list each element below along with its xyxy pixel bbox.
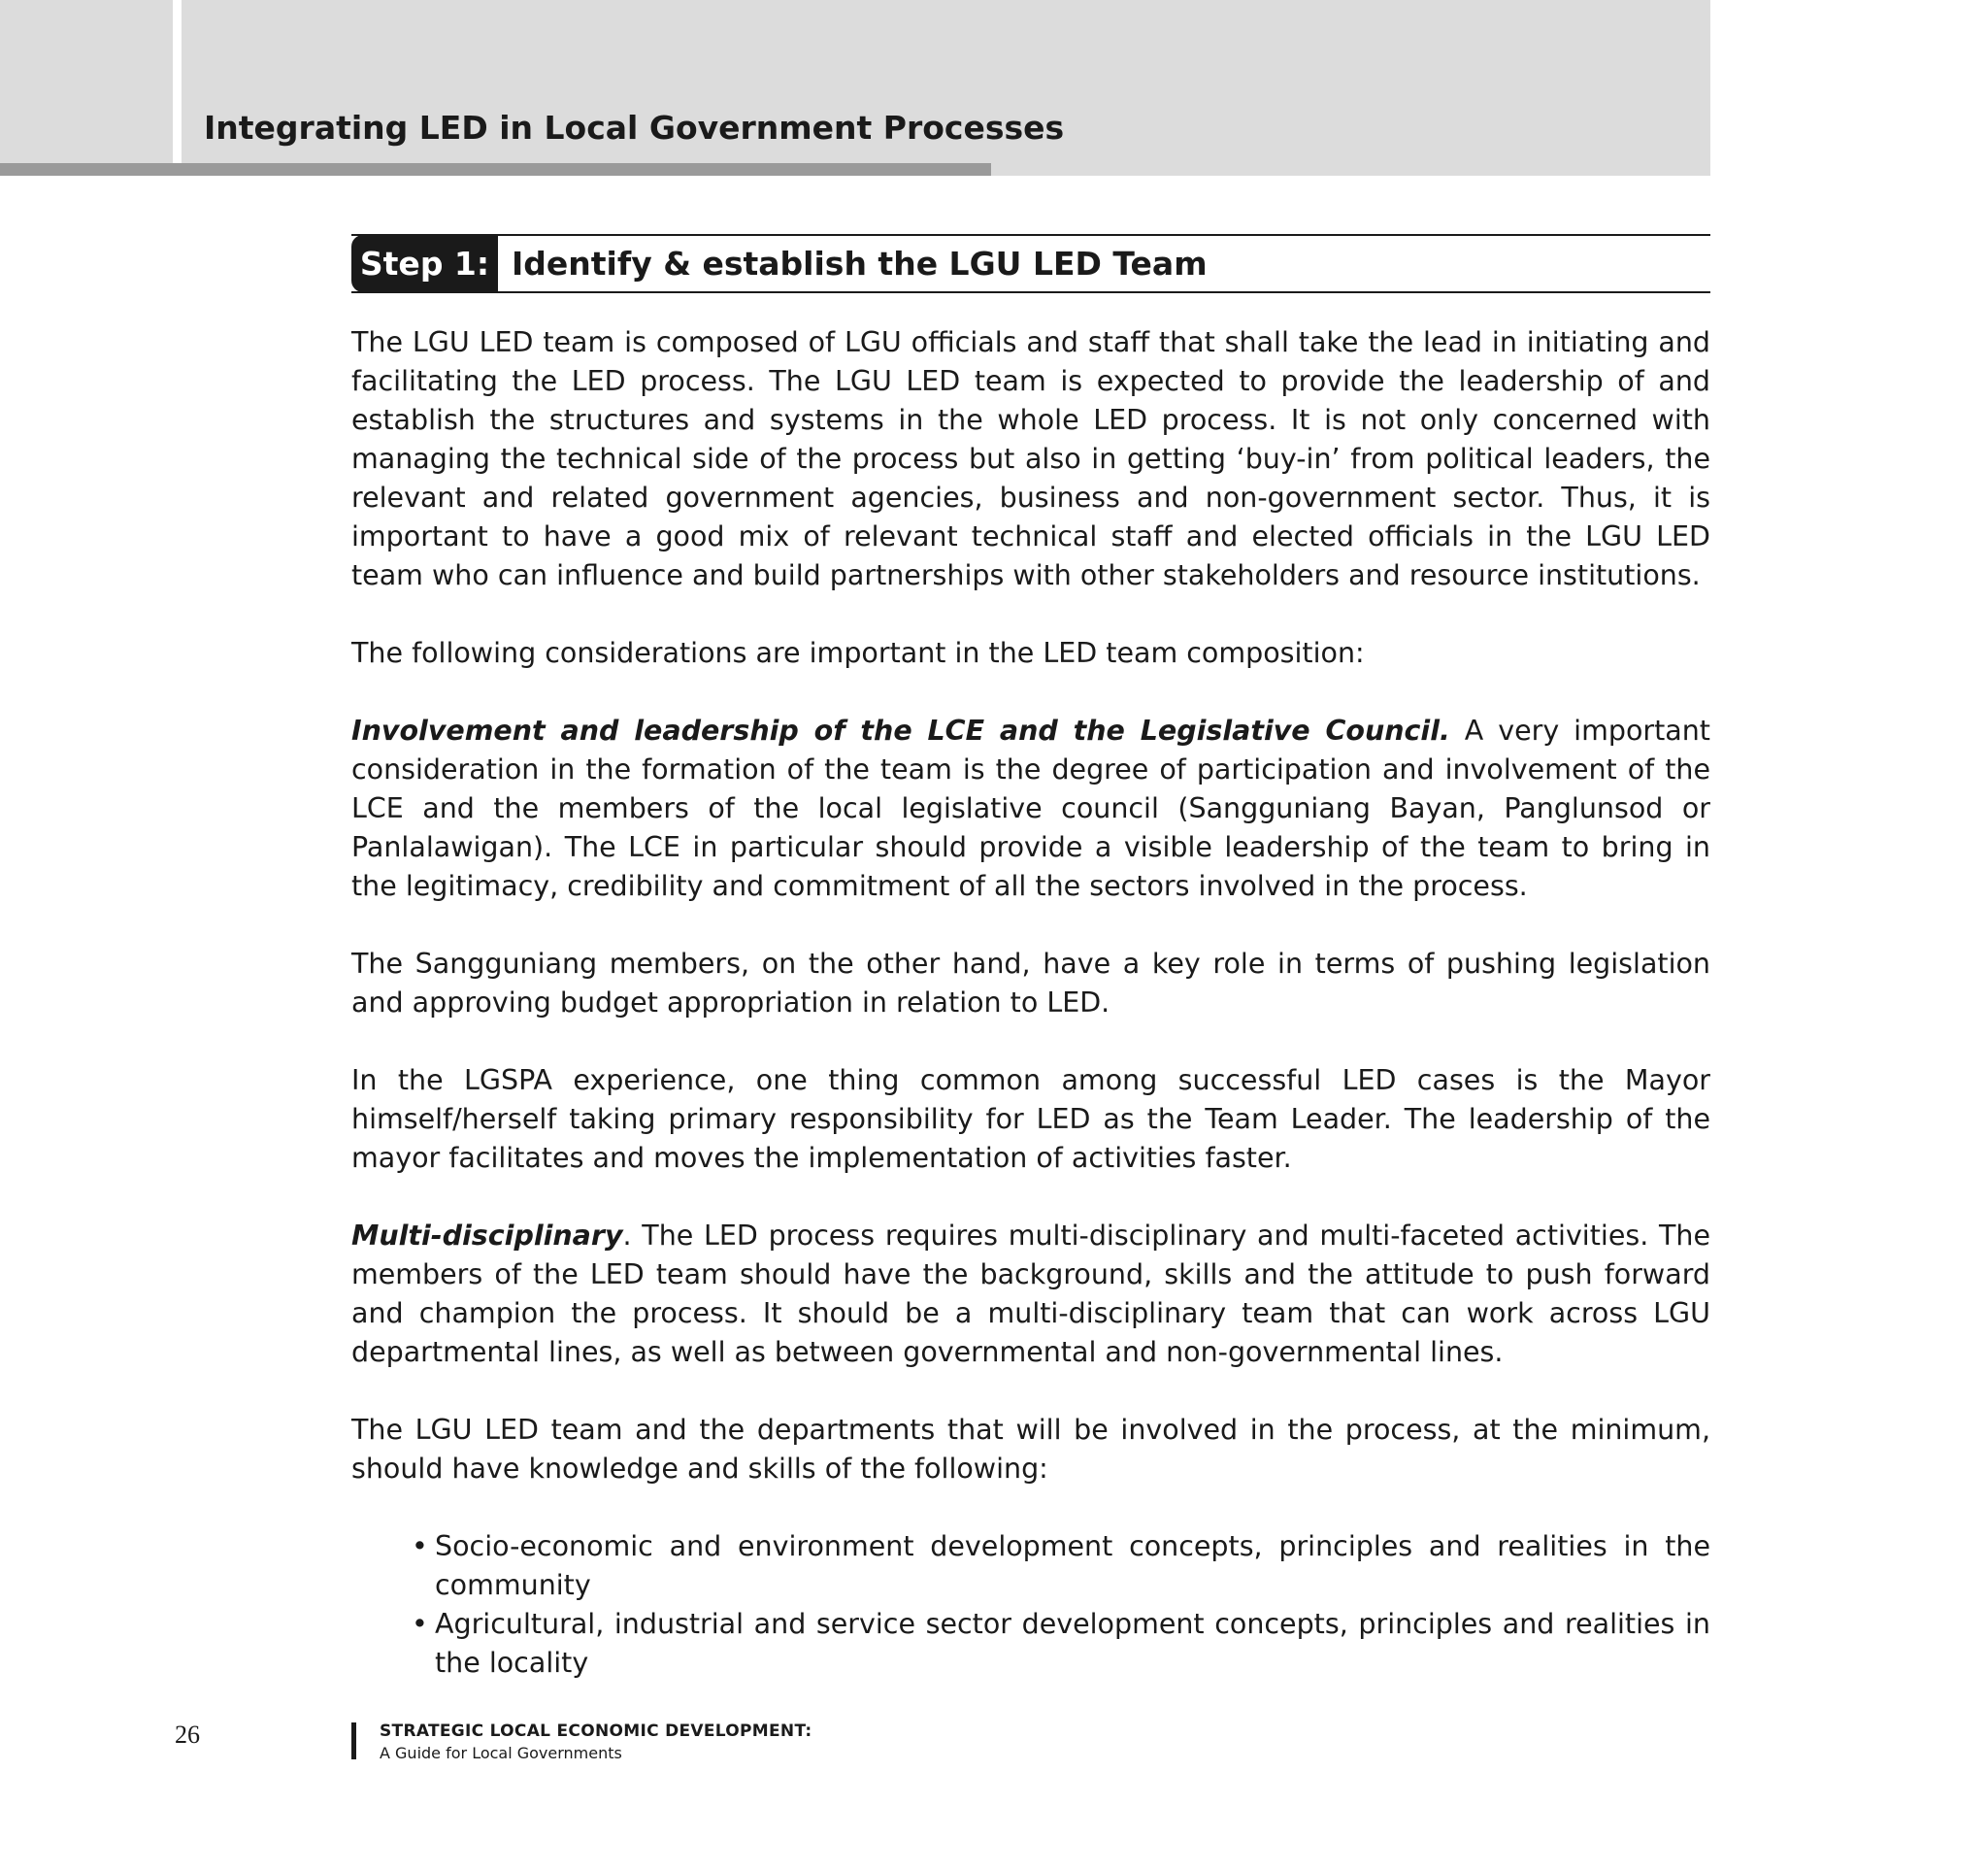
paragraph-knowledge-skills: The LGU LED team and the departments that will be involved in the process, at the minimum, should have knowledge and skills of the following:: [351, 1414, 1710, 1485]
paragraph-considerations-intro: The following considerations are important in the LED team composition:: [351, 637, 1365, 669]
list-item: [412, 1527, 1710, 1605]
skills-bullet-list: [351, 1527, 1710, 1683]
step-rule-bottom: [351, 291, 1710, 293]
header-divider: [173, 0, 182, 176]
paragraph-lgspa-experience: In the LGSPA experience, one thing common among successful LED cases is the Mayor himself/herself taking primary responsibility for LED as the Team Leader. The leadership of the mayor facilitates and moves the implementation of activities faster.: [351, 1064, 1710, 1174]
lce-text: A very important consideration in the formation of the team is the degree of participation and involvement of the LCE and the members of the local legislative council (Sangguniang Bayan, Panglunsod or Panlalawigan). The LCE in particular should provide a visible leadership of the team to bring in the legitimacy, credibility and commitment of all the sectors involved in the process.: [351, 715, 1710, 902]
list-item-text: Socio-economic and environment development concepts, principles and realities in the community: [435, 1530, 1710, 1601]
step-rule-top: [351, 234, 1710, 236]
step-badge: Step 1:: [351, 235, 498, 292]
paragraph-lce-involvement: [351, 712, 1710, 906]
page-number: 26: [175, 1721, 200, 1749]
paragraph-team-composition: The LGU LED team is composed of LGU officials and staff that shall take the lead in initiating and facilitating the LED process. The LGU LED team is expected to provide the leadership of and establish the structures and systems in the whole LED process. It is not only concerned with managing the technical side of the process but also in getting ‘buy-in’ from political leaders, the relevant and related government agencies, business and non-government sector. Thus, it is important to have a good mix of relevant technical staff and elected officials in the LGU LED team who can influence and build partnerships with other stakeholders and resource institutions.: [351, 326, 1710, 591]
header-band: [0, 0, 1710, 176]
list-item-text: Agricultural, industrial and service sector development concepts, principles and realities in the locality: [435, 1608, 1710, 1679]
multi-disciplinary-lead-in: Multi-disciplinary: [351, 1220, 623, 1252]
bullet-icon: •: [412, 1530, 428, 1562]
step-title: Identify & establish the LGU LED Team: [512, 245, 1208, 283]
lce-lead-in: Involvement and leadership of the LCE and the Legislative Council.: [351, 715, 1450, 747]
paragraph-sangguniang-role: The Sangguniang members, on the other hand, have a key role in terms of pushing legislation and approving budget appropriation in relation to LED.: [351, 948, 1710, 1019]
chapter-title: Integrating LED in Local Government Processes: [204, 109, 1065, 147]
header-rule: [0, 163, 991, 176]
footer-title: STRATEGIC LOCAL ECONOMIC DEVELOPMENT:: [380, 1722, 812, 1741]
multi-disciplinary-text: . The LED process requires multi-disciplinary and multi-faceted activities. The members of the LED team should have the background, skills and the attitude to push forward and champion the process. It should be a multi-disciplinary team that can work across LGU departmental lines, as well as between governmental and non-governmental lines.: [351, 1220, 1710, 1368]
body-text: [351, 323, 1710, 1683]
paragraph-multi-disciplinary: [351, 1217, 1710, 1372]
list-item: [412, 1605, 1710, 1683]
bullet-icon: •: [412, 1608, 428, 1640]
footer-subtitle: A Guide for Local Governments: [380, 1744, 622, 1762]
footer-bar: [351, 1722, 356, 1759]
